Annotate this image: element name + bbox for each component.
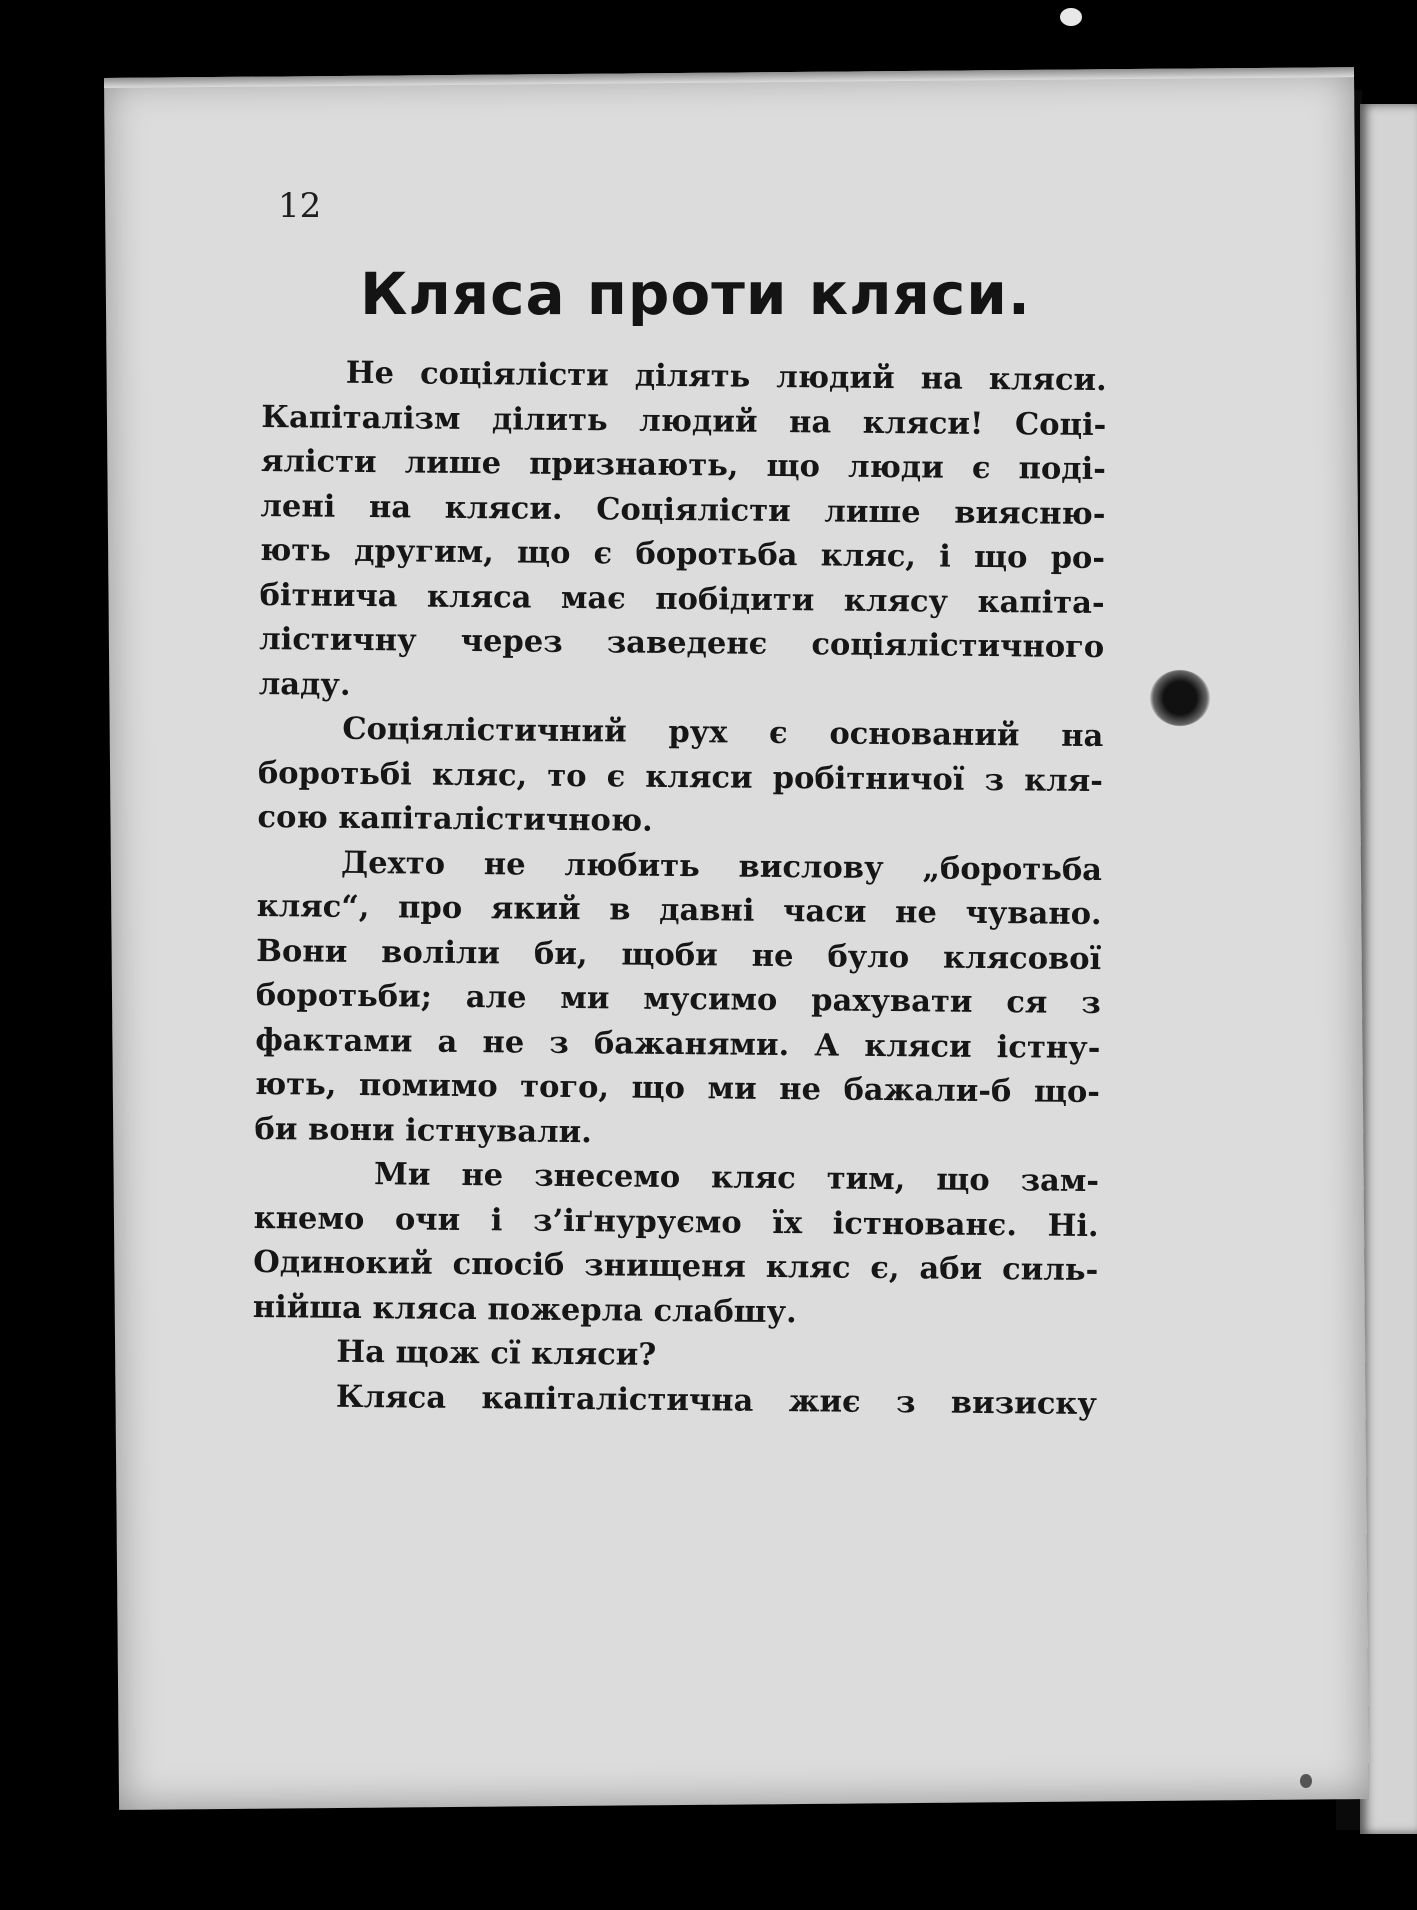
chapter-title: Кляса проти кляси. [360, 260, 1031, 328]
paragraph-3 [254, 839, 1102, 1159]
paragraph-1 [259, 350, 1107, 714]
text-line: сою капіталістичною. [257, 798, 653, 839]
text-line: Не соціялісти ділять людий на кляси. [345, 354, 1107, 399]
text-line: нійша кляса пожерла слабшу. [252, 1288, 797, 1330]
text-line: Соціялістичний рух є оснований на [342, 710, 1104, 755]
text-line: ялісти лише признають, що люди є поді- [260, 442, 1107, 488]
text-line: Капіталізм ділить людий на кляси! Соці- [261, 398, 1107, 443]
paragraph-6 [252, 1373, 1097, 1426]
text-line: На щож сї кляси? [336, 1333, 657, 1373]
text-line: Вони воліли би, щоби не було клясової [256, 932, 1102, 977]
facing-page-edge [1360, 104, 1417, 1834]
page-number: 12 [278, 186, 322, 226]
scan-speck [1060, 8, 1082, 26]
text-line: боротьби; але ми мусимо рахувати ся з [255, 976, 1101, 1022]
text-line: Ми не знесемо кляс тим, що зам- [373, 1156, 1100, 1200]
text-line: ладу. [258, 665, 351, 703]
paragraph-4 [253, 1151, 1100, 1337]
text-line: лені на кляси. Соціялісти лише виясню- [260, 487, 1106, 532]
ink-blot [1150, 670, 1210, 726]
body-text [252, 350, 1107, 1426]
text-line: ють, помимо того, що ми не бажали-б що- [254, 1065, 1101, 1111]
text-line: Кляса капіталістична жиє з визиску [335, 1378, 1098, 1422]
text-line: бітнича кляса має побідити клясу капіта- [259, 576, 1105, 621]
paragraph-5 [252, 1329, 1097, 1382]
paragraph-2 [257, 706, 1103, 848]
text-line: лістичну через заведенє соціялістичного [259, 620, 1105, 666]
text-line: ють другим, що є боротьба кляс, і що ро- [259, 531, 1106, 577]
text-line: Дехто не любить вислову „боротьба [340, 844, 1103, 888]
text-line: боротьбі кляс, то є кляси робітничої з кля- [257, 754, 1104, 799]
text-line: фактами а не з бажанями. А кляси істну- [255, 1021, 1101, 1066]
page-edge-shadow [104, 67, 1354, 88]
scan-speck [1300, 1774, 1312, 1788]
text-line: кнемо очи і з’іґнуруємо їх істнованє. Ні. [253, 1199, 1099, 1244]
text-line: Одинокий спосіб знищеня кляс є, аби силь- [253, 1243, 1099, 1289]
text-line: би вони істнували. [254, 1110, 592, 1150]
text-line: кляс“, про який в давні часи не чувано. [256, 887, 1102, 933]
